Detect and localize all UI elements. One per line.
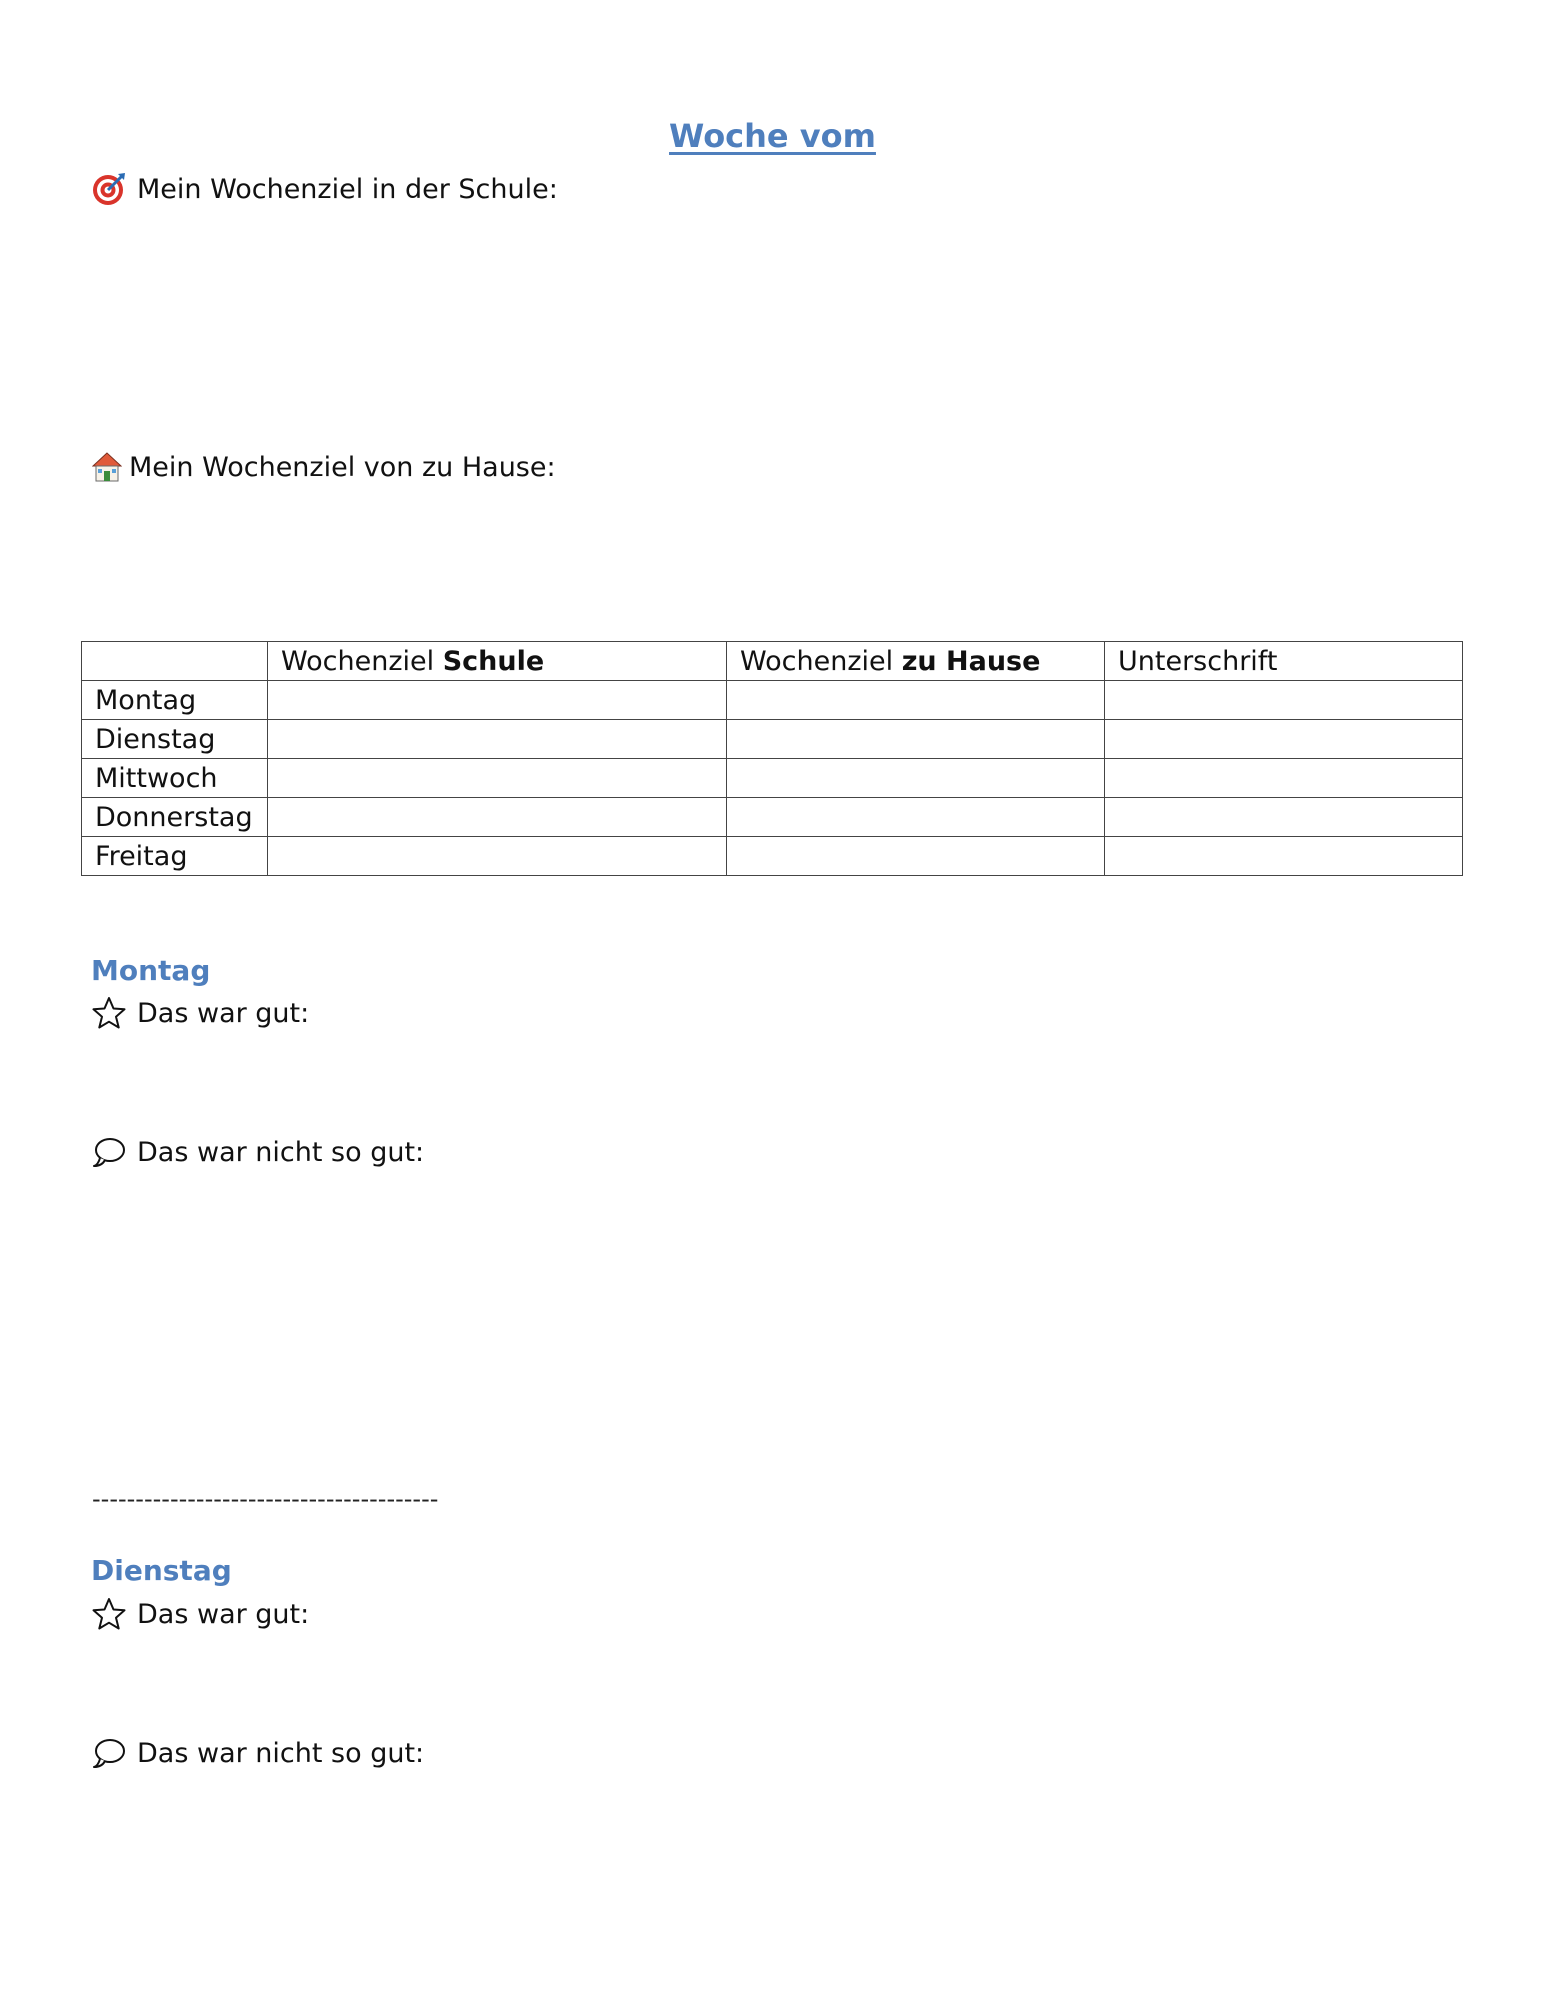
good-line (92, 996, 309, 1030)
table-cell-school[interactable] (268, 720, 727, 759)
good-label: Das war gut: (137, 1598, 310, 1630)
speech-bubble-icon (92, 1135, 126, 1169)
table-row-day: Freitag (82, 837, 268, 876)
table-header-home: Wochenziel zu Hause (727, 642, 1105, 681)
table-cell-signature[interactable] (1105, 798, 1463, 837)
table-cell-home[interactable] (727, 681, 1105, 720)
table-cell-signature[interactable] (1105, 720, 1463, 759)
table-cell-school[interactable] (268, 681, 727, 720)
table-row-day: Montag (82, 681, 268, 720)
table-header-school: Wochenziel Schule (268, 642, 727, 681)
table-header-signature: Unterschrift (1105, 642, 1463, 681)
bad-label: Das war nicht so gut: (137, 1136, 425, 1168)
table-cell-school[interactable] (268, 759, 727, 798)
home-goal-label: Mein Wochenziel von zu Hause: (129, 451, 556, 483)
table-cell-home[interactable] (727, 759, 1105, 798)
school-goal-label: Mein Wochenziel in der Schule: (137, 173, 558, 205)
house-icon (92, 451, 122, 483)
table-cell-home[interactable] (727, 720, 1105, 759)
table-row-day: Dienstag (82, 720, 268, 759)
table-cell-school[interactable] (268, 798, 727, 837)
table-row-day: Mittwoch (82, 759, 268, 798)
school-goal-line (92, 172, 558, 206)
good-label: Das war gut: (137, 997, 310, 1029)
home-goal-line (92, 451, 556, 483)
page-title: Woche vom (669, 117, 876, 155)
table-row (82, 681, 1463, 720)
table-row (82, 798, 1463, 837)
section-separator: ---------------------------------------- (92, 1485, 439, 1513)
table-cell-signature[interactable] (1105, 681, 1463, 720)
bad-line (92, 1736, 424, 1770)
bad-label: Das war nicht so gut: (137, 1737, 425, 1769)
table-header-empty (82, 642, 268, 681)
table-row (82, 720, 1463, 759)
day-heading-montag: Montag (91, 954, 211, 987)
bad-line (92, 1135, 424, 1169)
table-cell-signature[interactable] (1105, 837, 1463, 876)
speech-bubble-icon (92, 1736, 126, 1770)
star-icon (92, 1597, 126, 1631)
table-cell-home[interactable] (727, 798, 1105, 837)
weekly-goal-table (81, 641, 1463, 876)
table-cell-signature[interactable] (1105, 759, 1463, 798)
table-cell-home[interactable] (727, 837, 1105, 876)
table-row (82, 759, 1463, 798)
day-heading-dienstag: Dienstag (91, 1554, 232, 1587)
star-icon (92, 996, 126, 1030)
good-line (92, 1597, 309, 1631)
target-icon (92, 172, 126, 206)
table-row-day: Donnerstag (82, 798, 268, 837)
table-header-row (82, 642, 1463, 681)
table-row (82, 837, 1463, 876)
table-cell-school[interactable] (268, 837, 727, 876)
